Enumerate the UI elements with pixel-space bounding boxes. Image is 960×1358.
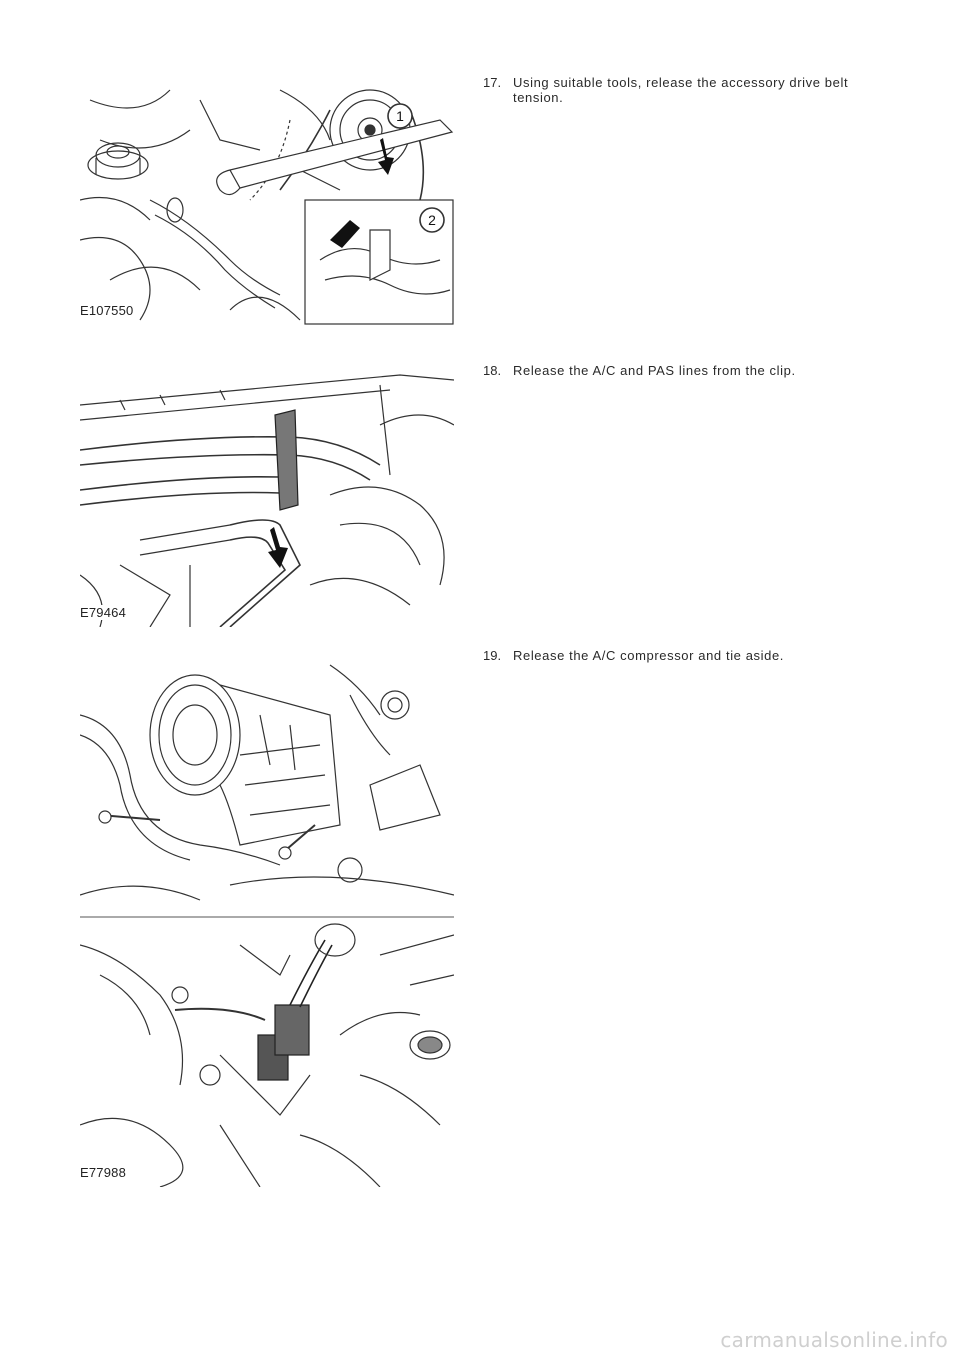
step-number: 19.	[483, 648, 502, 663]
figure-belt-tensioner	[80, 80, 454, 326]
step-number: 18.	[483, 363, 502, 378]
belt-tensioner-illustration	[80, 80, 454, 326]
step-number: 17.	[483, 75, 502, 90]
step-text: Using suitable tools, release the accessory drive belt tension.	[513, 75, 849, 105]
figure-id: E79464	[80, 605, 130, 620]
callout-1: 1	[396, 108, 404, 124]
callout-2: 2	[428, 212, 436, 228]
watermark-footer: carmanualsonline.info	[720, 1328, 948, 1352]
figure-id: E77988	[80, 1165, 130, 1180]
figure-ac-compressor	[80, 655, 454, 1187]
step-text: Release the A/C compressor and tie aside.	[513, 648, 785, 663]
figure-id: E107550	[80, 303, 137, 318]
step-text: Release the A/C and PAS lines from the clip.	[513, 363, 796, 378]
ac-compressor-illustration	[80, 655, 454, 1187]
figure-ac-pas-lines	[80, 365, 454, 627]
ac-pas-lines-illustration	[80, 365, 454, 627]
